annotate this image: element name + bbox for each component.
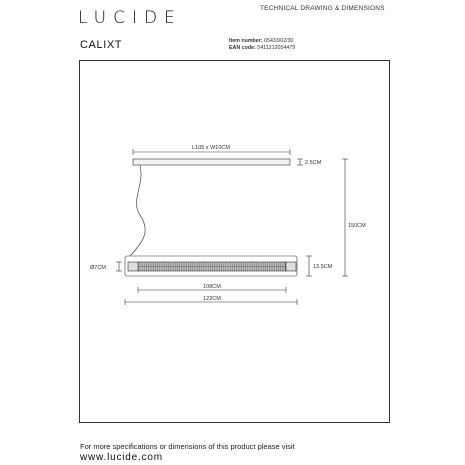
item-number-label: Item number:	[229, 38, 263, 44]
ean-code-label: EAN code:	[229, 45, 256, 51]
top-dimension-label: L105 x W10CM	[192, 145, 230, 151]
product-name: CALIXT	[80, 39, 123, 51]
total-height-label: 150CM	[348, 223, 366, 229]
item-number-value: 05433/02/30	[264, 38, 294, 44]
body-height-label: 13.5CM	[313, 264, 333, 270]
header-title: TECHNICAL DRAWING & DIMENSIONS	[260, 5, 385, 12]
ean-code-value: 5411212054479	[257, 45, 296, 51]
inner-length-label: 108CM	[203, 284, 221, 290]
footer-text: For more specifications or dimensions of this product please visit	[80, 442, 295, 451]
total-length-label: 122CM	[203, 296, 221, 302]
logo-text: LUCIDE	[78, 8, 182, 26]
footer-url[interactable]: www.lucide.com	[80, 452, 163, 463]
diameter-label: Ø7CM	[90, 265, 106, 271]
canopy-height-label: 2.5CM	[305, 160, 322, 166]
